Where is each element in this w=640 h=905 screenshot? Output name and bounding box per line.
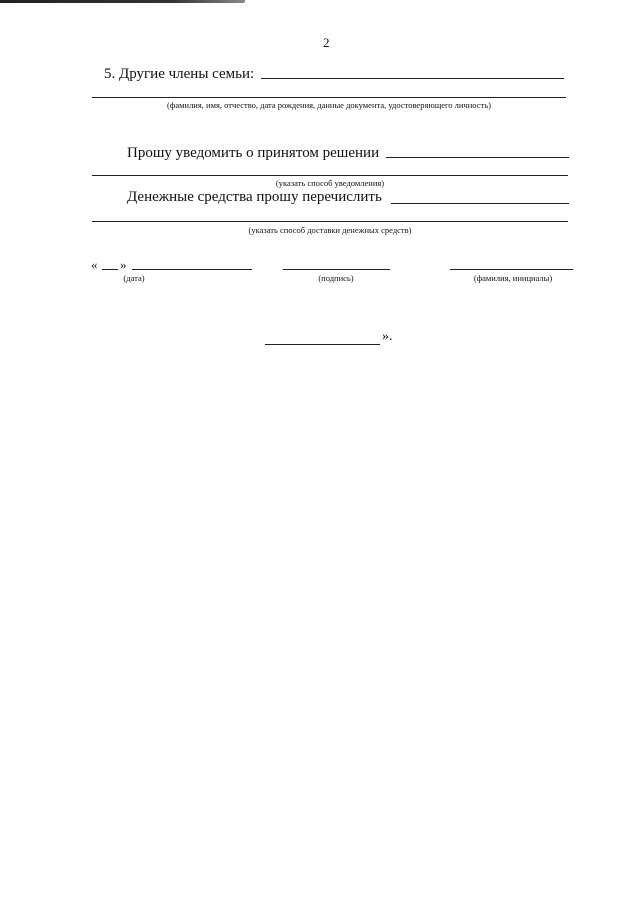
funds-delivery-method-field[interactable]: [92, 221, 568, 222]
other-family-members-caption: (фамилия, имя, отчество, дата рождения, данные документа, удостоверяющего личность): [167, 100, 491, 110]
date-day-field[interactable]: [102, 269, 118, 270]
closing-date-field[interactable]: [265, 344, 380, 345]
funds-delivery-caption: (указать способ доставки денежных средств): [248, 225, 412, 235]
signature-field[interactable]: [283, 269, 390, 270]
date-month-year-field[interactable]: [132, 269, 252, 270]
date-quote-close: »: [120, 257, 127, 272]
date-quote-open: «: [91, 257, 98, 272]
funds-transfer-field[interactable]: [391, 203, 569, 204]
notify-method-caption: (указать способ уведомления): [275, 178, 385, 188]
date-caption: (дата): [123, 273, 145, 283]
name-initials-field[interactable]: [450, 269, 573, 270]
notify-decision-label: Прошу уведомить о принятом решении: [127, 145, 380, 161]
other-family-members-field[interactable]: [261, 78, 564, 79]
funds-transfer-label: Денежные средства прошу перечислить: [127, 189, 382, 205]
name-initials-caption: (фамилия, инициалы): [473, 273, 553, 283]
notify-decision-field[interactable]: [386, 157, 569, 158]
closing-quote: ».: [382, 329, 393, 344]
signature-caption: (подпись): [318, 273, 354, 283]
notify-method-field[interactable]: [92, 175, 568, 176]
page-number: 2: [323, 35, 330, 50]
scan-edge: [0, 0, 245, 3]
other-family-members-label: 5. Другие члены семьи:: [104, 66, 255, 82]
other-family-members-field-line-2[interactable]: [92, 97, 566, 98]
